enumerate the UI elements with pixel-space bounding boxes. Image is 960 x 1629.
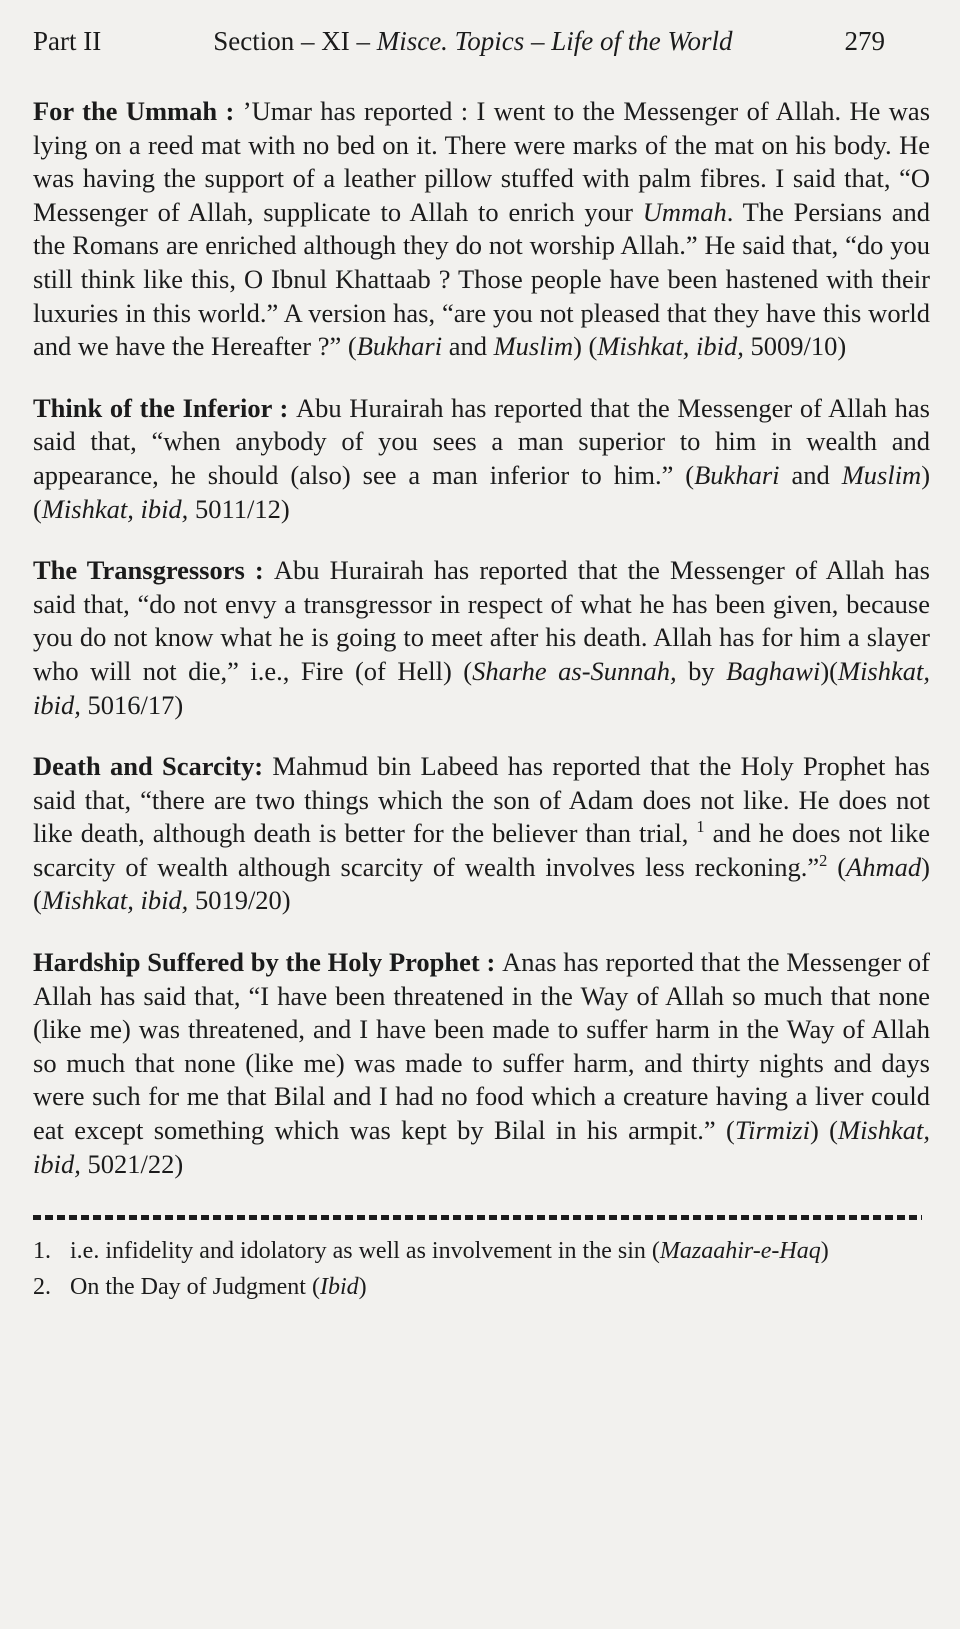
- footnote-1: [33, 1233, 930, 1269]
- text-segment: Abu Hurairah has reported that the Messenger of Allah has said that, “do not envy a transgressor in respect of what he has been given, because you do not know what he is going to meet after his death. Allah has for him a slayer who will not die,” i.e., Fire (of Hell) (: [33, 555, 930, 686]
- text-segment: . The Persians and the Romans are enriched although they do not worship Allah.” He said that, “do you still think like this, O Ibnul Khattaab ? Those people have been hastened with their luxuries in this world.” A version has, “are you not pleased that they have this world and we have the Hereafter ?” (: [33, 196, 930, 362]
- header-section-regular: Section – XI –: [213, 26, 377, 56]
- text-segment: For the Ummah :: [33, 96, 243, 126]
- text-segment: 5021/22): [80, 1148, 184, 1179]
- footnote-2: [33, 1269, 930, 1305]
- paragraph-for-the-ummah: [33, 95, 930, 364]
- text-segment: 5019/20): [188, 885, 291, 916]
- text-segment: Bukhari: [694, 459, 780, 490]
- text-segment: (: [827, 851, 847, 882]
- header-section-title: [101, 26, 844, 57]
- page-header: [33, 26, 930, 57]
- footnote-number: 1.: [33, 1238, 51, 1265]
- text-segment: Tirmizi: [734, 1115, 810, 1146]
- text-segment: Sharhe as-Sunnah,: [472, 655, 677, 686]
- paragraph-the-transgressors: [33, 554, 930, 722]
- text-segment: ): [820, 1238, 829, 1265]
- text-segment: Anas has reported that the Messenger of Allah has said that, “I have been threatened in the Way of Allah so much that none (like me) was threatened, and I have been made to suffer harm in the Way of Allah so much that none (like me) was made to suffer harm, and thirty nights and days were such for me that Bilal and I had no food which a creature having a liver could eat except something which was kept by Bilal in his armpit.” (: [33, 947, 930, 1146]
- text-segment: On the Day of Judgment (: [70, 1274, 320, 1301]
- text-segment: The Transgressors :: [33, 555, 274, 586]
- text-segment: by: [676, 655, 727, 686]
- text-segment: Ummah: [642, 196, 727, 227]
- document-body: [33, 95, 930, 1181]
- text-segment: 5009/10): [743, 331, 847, 362]
- paragraph-hardship-suffered: [33, 946, 930, 1181]
- text-segment: Mahmud bin Labeed has reported that the Holy Prophet has said that, “there are two things which the son of Adam does not like. He does not like death, although death is better for the believer than trial,: [33, 751, 930, 849]
- text-segment: Think of the Inferior :: [33, 392, 297, 423]
- page-number: 279: [844, 26, 885, 56]
- footnote-text: [70, 1269, 930, 1305]
- text-segment: Mishkat, ibid,: [41, 493, 189, 524]
- text-segment: 5016/17): [80, 689, 184, 720]
- text-segment: ): [358, 1274, 367, 1301]
- header-section-italic: Misce. Topics – Life of the World: [376, 26, 733, 56]
- footnote-reference: 1: [696, 817, 705, 837]
- text-segment: Ahmad: [846, 851, 922, 882]
- paragraph-death-and-scarcity: [33, 750, 930, 918]
- text-segment: ) (: [810, 1115, 838, 1146]
- footnote-separator: [33, 1215, 922, 1220]
- text-segment: Mazaahir-e-Haq: [659, 1238, 821, 1265]
- header-part-label: Part II: [33, 26, 102, 56]
- text-segment: Mishkat, ibid,: [33, 1115, 930, 1179]
- text-segment: Ibid: [319, 1274, 359, 1301]
- text-segment: Baghawi: [726, 655, 821, 686]
- text-segment: ) (: [33, 851, 930, 916]
- text-segment: Mishkat, ibid,: [41, 885, 189, 916]
- footnotes: [33, 1233, 930, 1305]
- footnote-text: [70, 1233, 930, 1269]
- text-segment: i.e. infidelity and idolatory as well as involvement in the sin (: [70, 1238, 660, 1265]
- paragraph-think-of-the-inferior: [33, 392, 930, 526]
- text-segment: ’Umar has reported : I went to the Messenger of Allah. He was lying on a reed mat with no bed on it. There were marks of the mat on his body. He was having the support of a leather pillow stuffed with palm fibres. I said that, “O Messenger of Allah, supplicate to Allah to enrich your: [33, 96, 931, 227]
- footnote-number: 2.: [33, 1274, 51, 1301]
- text-segment: ) (: [573, 331, 598, 362]
- text-segment: Mishkat, ibid,: [33, 655, 930, 720]
- text-segment: Death and Scarcity:: [33, 751, 273, 782]
- text-segment: Abu Hurairah has reported that the Messenger of Allah has said that, “when anybody of you sees a man superior to him in wealth and appearance, he should (also) see a man inferior to him.” (: [33, 392, 930, 490]
- text-segment: Hardship Suffered by the Holy Prophet :: [33, 947, 503, 978]
- text-segment: 5011/12): [188, 493, 290, 524]
- text-segment: Muslim: [493, 331, 574, 362]
- text-segment: and: [779, 459, 842, 490]
- text-segment: and he does not like scarcity of wealth although scarcity of wealth involves less reckoning.”: [33, 818, 931, 882]
- text-segment: Muslim: [841, 459, 922, 490]
- text-segment: ) (: [33, 459, 931, 524]
- text-segment: Mishkat, ibid,: [597, 331, 744, 362]
- footnote-reference: 2: [819, 851, 828, 871]
- text-segment: Bukhari: [356, 331, 443, 362]
- text-segment: )(: [820, 655, 838, 686]
- text-segment: and: [442, 331, 494, 362]
